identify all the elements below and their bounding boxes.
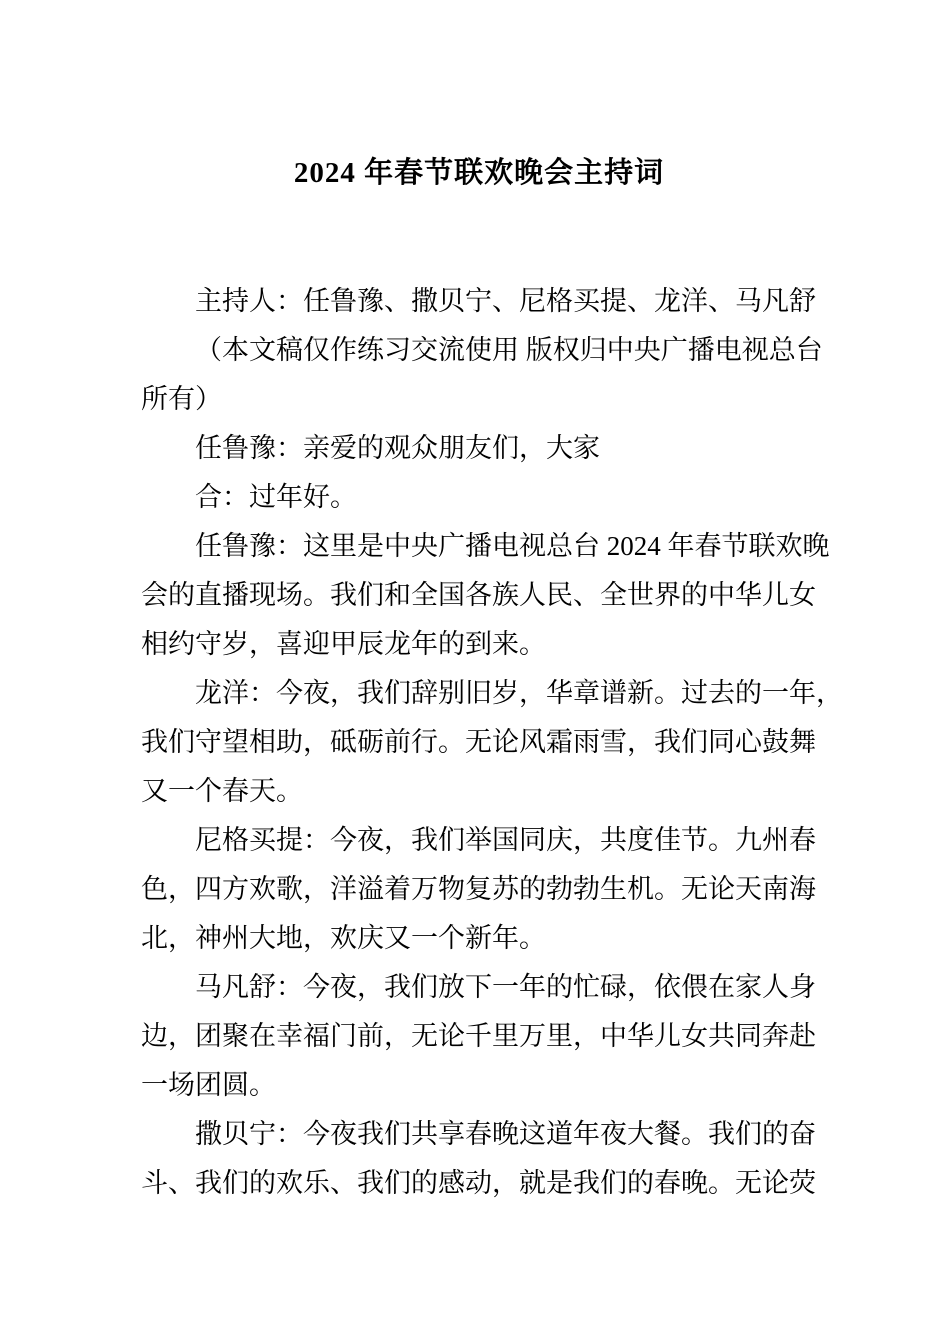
document-title: 2024 年春节联欢晚会主持词: [293, 157, 665, 189]
script-line: 所有）: [141, 384, 222, 414]
script-line: 相约守岁，喜迎甲辰龙年的到来。: [141, 629, 546, 659]
document-body: [141, 277, 850, 1208]
script-line: 斗、我们的欢乐、我们的感动，就是我们的春晚。无论荧: [141, 1168, 816, 1198]
script-line: 任鲁豫：这里是中央广播电视总台 2024 年春节联欢晚: [195, 531, 830, 561]
script-line: 马凡舒：今夜，我们放下一年的忙碌，依偎在家人身: [195, 972, 816, 1002]
script-line: 又一个春天。: [141, 776, 303, 806]
script-line: 北，神州大地，欢庆又一个新年。: [141, 923, 546, 953]
script-line: 主持人：任鲁豫、撒贝宁、尼格买提、龙洋、马凡舒: [195, 286, 816, 316]
script-line: 会的直播现场。我们和全国各族人民、全世界的中华儿女: [141, 580, 816, 610]
script-line: 撒贝宁：今夜我们共享春晚这道年夜大餐。我们的奋: [195, 1119, 816, 1149]
script-line: （本文稿仅作练习交流使用 版权归中央广播电视总台: [195, 335, 823, 365]
script-line: 我们守望相助，砥砺前行。无论风霜雨雪，我们同心鼓舞: [141, 727, 816, 757]
script-line: 任鲁豫：亲爱的观众朋友们，大家: [195, 433, 600, 463]
script-line: 尼格买提：今夜，我们举国同庆，共度佳节。九州春: [195, 825, 816, 855]
script-line: 龙洋：今夜，我们辞别旧岁，华章谱新。过去的一年，: [195, 678, 843, 708]
script-line: 边，团聚在幸福门前，无论千里万里，中华儿女共同奔赴: [141, 1021, 816, 1051]
script-line: 色，四方欢歌，洋溢着万物复苏的勃勃生机。无论天南海: [141, 874, 816, 904]
script-line: 一场团圆。: [141, 1070, 276, 1100]
script-line: 合：过年好。: [195, 482, 357, 512]
